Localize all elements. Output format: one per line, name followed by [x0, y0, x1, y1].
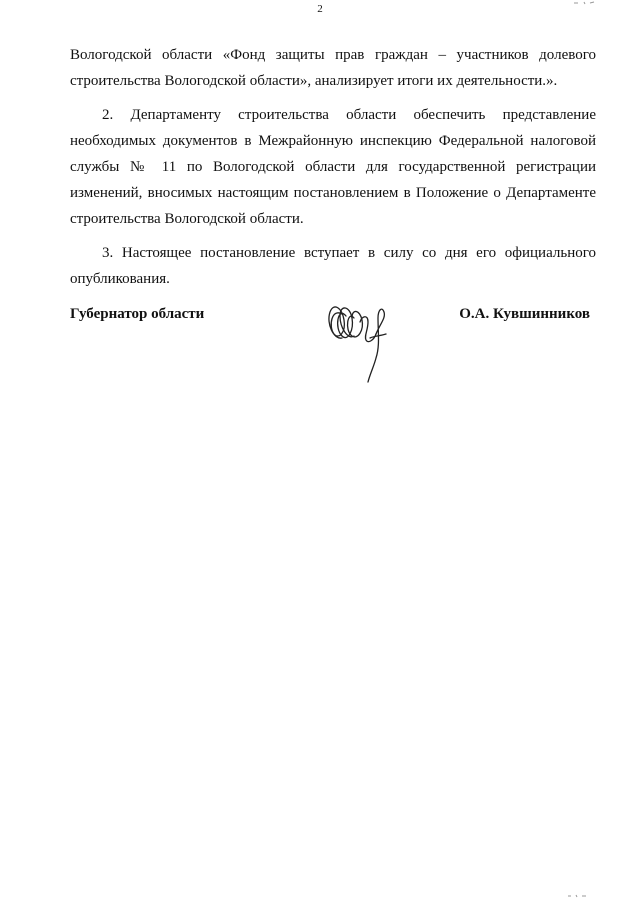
scan-corner-mark [566, 893, 590, 899]
paragraph-item-2: 2. Департаменту строительства области обеспечить представление необходимых документов в Межрайонную инспекцию Федеральной налоговой службы № 11 по Вологодской области для государственной регистрации изменений, вносимых настоящим постановлением в Положение о Департаменте строительства Вологодской области. [70, 107, 596, 227]
page-number: 2 [317, 3, 323, 15]
paragraph-item-3: 3. Настоящее постановление вступает в силу со дня его официального опубликования. [70, 245, 596, 287]
paragraph-continuation: Вологодской области «Фонд защиты прав граждан – участников долевого строительства Вологодской области», анализирует итоги их деятельности.». [70, 47, 596, 89]
signer-name: О.А. Кувшинников [459, 306, 590, 322]
scan-corner-mark [572, 0, 596, 6]
document-body [70, 42, 596, 300]
handwritten-signature [324, 286, 396, 386]
signer-position: Губернатор области [70, 306, 205, 322]
